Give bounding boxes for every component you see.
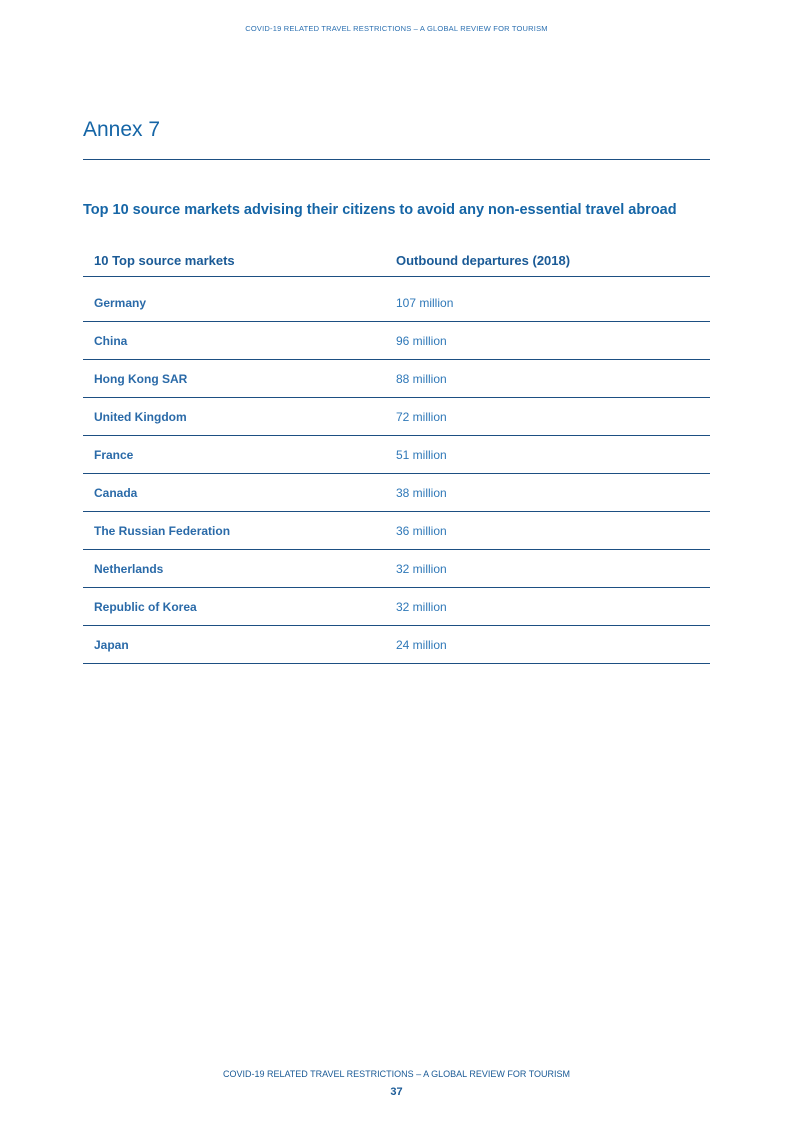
market-name: United Kingdom <box>94 409 187 424</box>
column-header-departures: Outbound departures (2018) <box>396 252 571 268</box>
table-row <box>83 284 710 322</box>
table-row <box>83 474 710 512</box>
table-row <box>83 588 710 626</box>
table-row <box>83 398 710 436</box>
table-header-row <box>83 244 710 277</box>
departures-value: 38 million <box>396 485 447 500</box>
market-name: China <box>94 333 128 348</box>
market-name: Japan <box>94 637 129 652</box>
departures-value: 32 million <box>396 561 447 576</box>
table-row <box>83 550 710 588</box>
table-row <box>83 626 710 664</box>
section-heading: Top 10 source markets advising their citizens to avoid any non-essential travel abroad <box>83 202 677 218</box>
departures-value: 36 million <box>396 523 447 538</box>
column-header-markets: 10 Top source markets <box>94 252 235 268</box>
departures-value: 96 million <box>396 333 447 348</box>
table-row <box>83 436 710 474</box>
departures-value: 88 million <box>396 371 447 386</box>
departures-value: 51 million <box>396 447 447 462</box>
market-name: France <box>94 447 134 462</box>
page-number: 37 <box>390 1086 403 1098</box>
table-row <box>83 512 710 550</box>
running-footer: COVID-19 RELATED TRAVEL RESTRICTIONS – A GLOBAL REVIEW FOR TOURISM <box>222 1069 571 1079</box>
table-header-gap <box>83 277 710 284</box>
market-name: The Russian Federation <box>94 523 231 538</box>
source-markets-table <box>83 244 710 664</box>
market-name: Canada <box>94 485 138 500</box>
market-name: Republic of Korea <box>94 599 197 614</box>
departures-value: 32 million <box>396 599 447 614</box>
market-name: Netherlands <box>94 561 164 576</box>
table-row <box>83 360 710 398</box>
annex-title: Annex 7 <box>83 118 161 141</box>
departures-value: 72 million <box>396 409 447 424</box>
departures-value: 24 million <box>396 637 447 652</box>
market-name: Germany <box>94 295 147 310</box>
running-header: COVID-19 RELATED TRAVEL RESTRICTIONS – A GLOBAL REVIEW FOR TOURISM <box>245 24 548 33</box>
title-divider <box>83 159 710 160</box>
market-name: Hong Kong SAR <box>94 371 188 386</box>
table-row <box>83 322 710 360</box>
departures-value: 107 million <box>396 295 454 310</box>
